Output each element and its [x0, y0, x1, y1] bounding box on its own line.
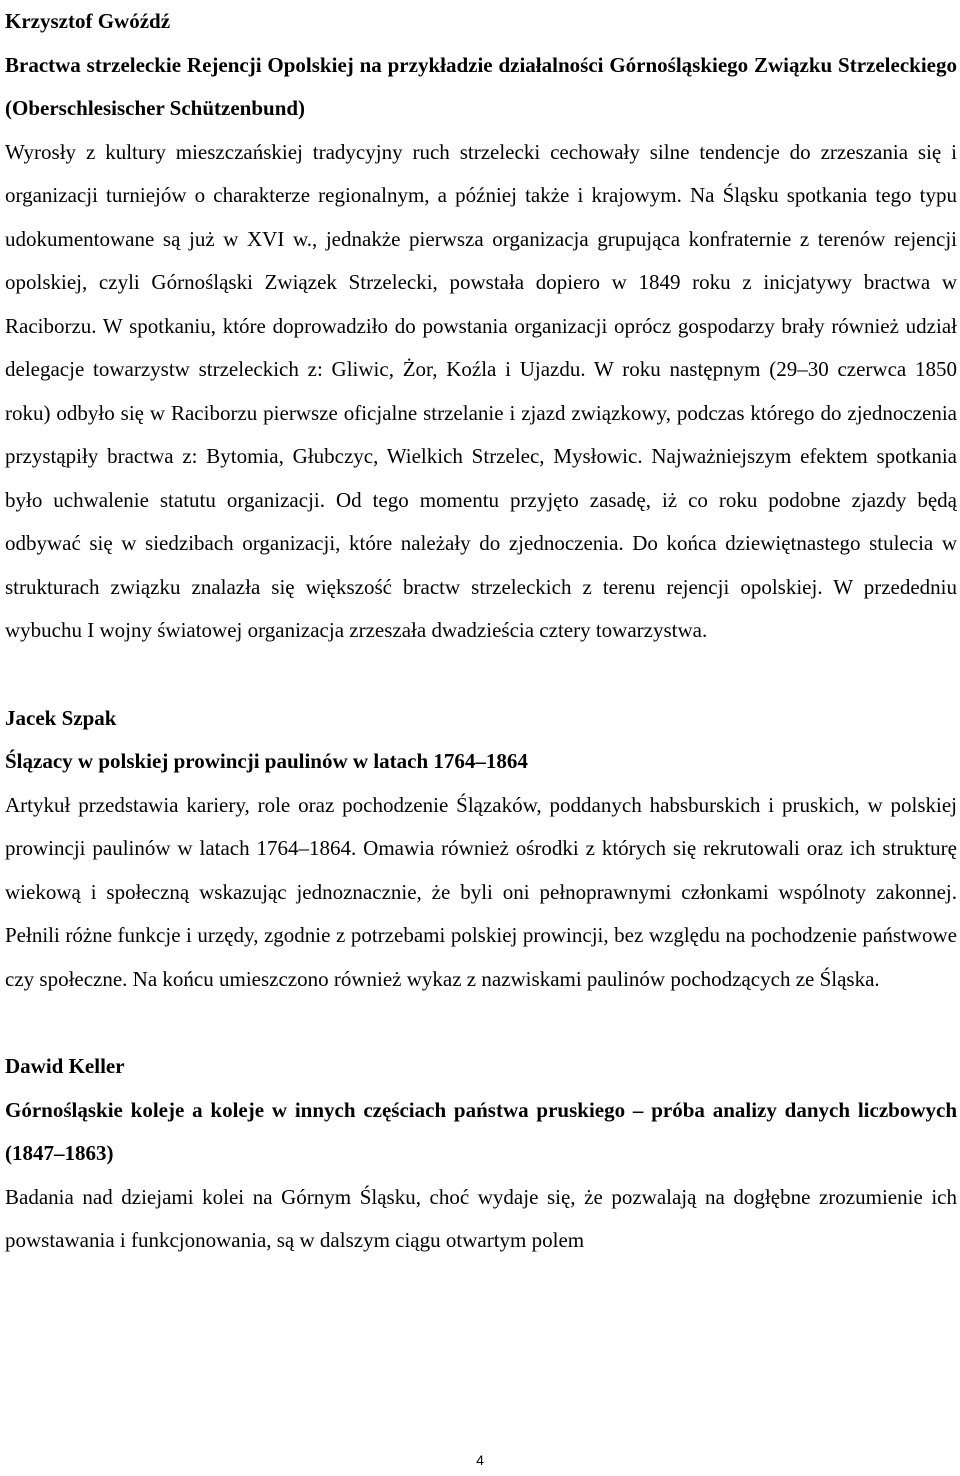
- article-gwozdz: [5, 0, 957, 653]
- article-abstract: Wyrosły z kultury mieszczańskiej tradycyjny ruch strzelecki cechowały silne tendencje do zrzeszania się i organizacji turniejów o charakterze regionalnym, a później także i krajowym. Na Śląsku spotkania tego typu udokumentowane są już w XVI w., jednakże pierwsza organizacja grupująca konfraternie z terenów rejencji opolskiej, czyli Górnośląski Związek Strzelecki, powstała dopiero w 1849 roku z inicjatywy bractwa w Raciborzu. W spotkaniu, które doprowadziło do powstania organizacji oprócz gospodarzy brały również udział delegacje towarzystw strzeleckich z: Gliwic, Żor, Koźla i Ujazdu. W roku następnym (29–30 czerwca 1850 roku) odbyło się w Raciborzu pierwsze oficjalne strzelanie i zjazd związkowy, podczas którego do zjednoczenia przystąpiły bractwa z: Bytomia, Głubczyc, Wielkich Strzelec, Mysłowic. Najważniejszym efektem spotkania było uchwalenie statutu organizacji. Od tego momentu przyjęto zasadę, iż co roku podobne zjazdy będą odbywać się w siedzibach organizacji, które należały do zjednoczenia. Do końca dziewiętnastego stulecia w strukturach związku znalazła się większość bractw strzeleckich z terenu rejencji opolskiej. W przededniu wybuchu I wojny światowej organizacja zrzeszała dwadzieścia cztery towarzystwa.: [5, 139, 957, 642]
- page-number: 4: [476, 1452, 484, 1468]
- article-title: Bractwa strzeleckie Rejencji Opolskiej na przykładzie działalności Górnośląskiego Związku Strzeleckiego (Oberschlesischer Schützenbund): [5, 52, 957, 120]
- article-title: Ślązacy w polskiej prowincji paulinów w latach 1764–1864: [5, 749, 528, 773]
- article-keller: [5, 1045, 957, 1263]
- section-spacer: [5, 653, 957, 697]
- article-szpak: [5, 697, 957, 1002]
- article-author: Dawid Keller: [5, 1054, 125, 1078]
- article-author: Krzysztof Gwóźdź: [5, 9, 171, 33]
- article-abstract: Artykuł przedstawia kariery, role oraz pochodzenie Ślązaków, poddanych habsburskich i pruskich, w polskiej prowincji paulinów w latach 1764–1864. Omawia również ośrodki z których się rekrutowali oraz ich strukturę wiekową i społeczną wskazując jednoznacznie, że byli oni pełnoprawnymi członkami wspólnoty zakonnej. Pełnili różne funkcje i urzędy, zgodnie z potrzebami polskiej prowincji, bez względu na pochodzenie państwowe czy społeczne. Na końcu umieszczono również wykaz z nazwiskami paulinów pochodzących ze Śląska.: [5, 792, 957, 991]
- article-abstract: Badania nad dziejami kolei na Górnym Śląsku, choć wydaje się, że pozwalają na dogłębne zrozumienie ich powstawania i funkcjonowania, są w dalszym ciągu otwartym polem: [5, 1184, 957, 1252]
- article-title: Górnośląskie koleje a koleje w innych częściach państwa pruskiego – próba analizy danych liczbowych (1847–1863): [5, 1097, 957, 1165]
- article-author: Jacek Szpak: [5, 705, 117, 730]
- document-page: [5, 0, 957, 1263]
- section-spacer: [5, 1001, 957, 1045]
